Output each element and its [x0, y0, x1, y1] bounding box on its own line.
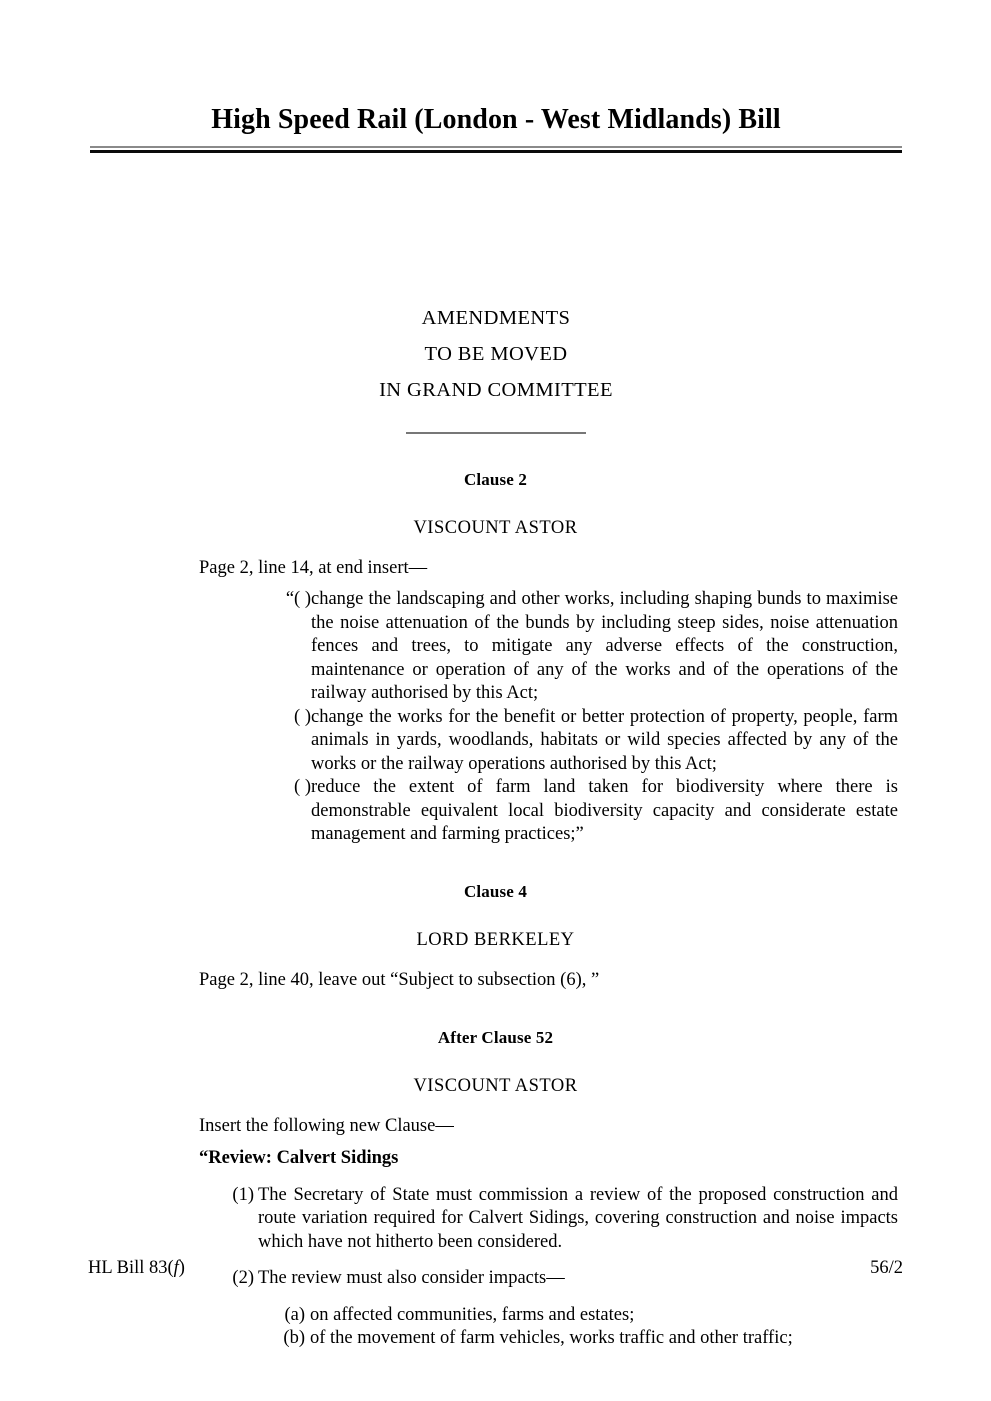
bill-reference-prefix: HL Bill 83(	[88, 1258, 174, 1278]
clause-heading: Clause 4	[463, 881, 528, 901]
list-item	[268, 706, 898, 777]
subsection-text: The Secretary of State must commission a review of the proposed construction and route variation required for Calvert Sidings, covering construction and noise impacts which have not hitherto been considered.	[258, 1184, 898, 1252]
heading-line-in-grand-committee: IN GRAND COMMITTEE	[379, 379, 613, 401]
list-item	[268, 588, 898, 706]
spacer	[0, 993, 991, 1028]
page-footer	[88, 1258, 903, 1279]
subsection-item	[215, 1184, 898, 1255]
sub-list-item	[272, 1327, 898, 1351]
clause-heading: Clause 2	[463, 470, 528, 489]
new-clause-title: “Review: Calvert Sidings	[199, 1147, 399, 1168]
list-item-marker: ( )	[294, 777, 311, 797]
bill-reference-suffix: )	[178, 1258, 185, 1278]
list-item-marker: “( )	[285, 589, 311, 609]
page-title: High Speed Rail (London - West Midlands) Bill	[211, 104, 781, 135]
heading-divider	[90, 432, 902, 434]
amendment-mover: LORD BERKELEY	[416, 929, 575, 950]
spacer	[0, 490, 991, 518]
amendment-mover: VISCOUNT ASTOR	[413, 1075, 578, 1096]
spacer	[0, 581, 991, 588]
amendment-lead-line: Insert the following new Clause—	[199, 1115, 454, 1136]
subsection-marker: (2)	[232, 1268, 254, 1288]
amendment-section-after-clause-52	[0, 1028, 991, 1351]
amendments-content	[0, 470, 991, 1351]
spacer	[0, 1171, 991, 1184]
spacer	[0, 1097, 991, 1114]
amendment-mover: VISCOUNT ASTOR	[413, 518, 578, 538]
list-item-text: reduce the extent of farm land taken for biodiversity where there is demonstrable equivalent local biodiversity capacity and considerate estate management and farming practices;”	[311, 777, 898, 844]
sub-list-item-marker: (b)	[283, 1328, 305, 1348]
spacer	[0, 902, 991, 930]
title-rule-thin	[90, 146, 902, 148]
amendment-section-clause-2	[0, 470, 991, 847]
amendment-lead-line: Page 2, line 40, leave out “Subject to subsection (6), ”	[199, 969, 600, 990]
heading-line-amendments: AMENDMENTS	[421, 307, 571, 329]
amendment-section-clause-4	[0, 882, 991, 993]
sub-list-item-text: of the movement of farm vehicles, works traffic and other traffic;	[310, 1328, 793, 1348]
amendments-heading-block	[90, 300, 902, 434]
amendment-lead-line: Page 2, line 14, at end insert—	[199, 558, 428, 578]
heading-line-to-be-moved: TO BE MOVED	[424, 343, 568, 365]
list-item-text: change the landscaping and other works, including shaping bunds to maximise the noise attenuation of the bunds by including steep sides, noise attenuation fences and trees, to mitigate any adverse effects of the construction, maintenance or operation of any of the works and of the operations of the railway authorised by this Act;	[311, 589, 898, 703]
list-item	[268, 776, 898, 847]
sub-list-item-text: on affected communities, farms and estates;	[310, 1304, 635, 1325]
bill-reference	[88, 1258, 185, 1279]
spacer	[0, 539, 991, 556]
subsection-marker: (1)	[232, 1184, 254, 1205]
title-block	[90, 104, 902, 153]
spacer	[0, 847, 991, 882]
divider-rule	[406, 432, 586, 434]
title-rule-thick	[90, 150, 902, 153]
spacer	[0, 1291, 991, 1304]
list-item-text: change the works for the benefit or better protection of property, people, farm animals in yards, woodlands, habitats or wild species affected by any of the works or the railway operations authorised by this Act;	[311, 706, 898, 774]
bill-reference-italic: f	[173, 1258, 179, 1278]
sub-list-item-marker: (a)	[284, 1304, 305, 1325]
sub-list-item	[272, 1304, 898, 1328]
page-number: 56/2	[870, 1258, 903, 1278]
spacer	[0, 1139, 991, 1146]
subsection-text: The review must also consider impacts—	[258, 1268, 565, 1288]
spacer	[0, 1048, 991, 1076]
list-item-marker: ( )	[294, 706, 311, 727]
spacer	[0, 951, 991, 968]
clause-heading: After Clause 52	[437, 1027, 554, 1047]
